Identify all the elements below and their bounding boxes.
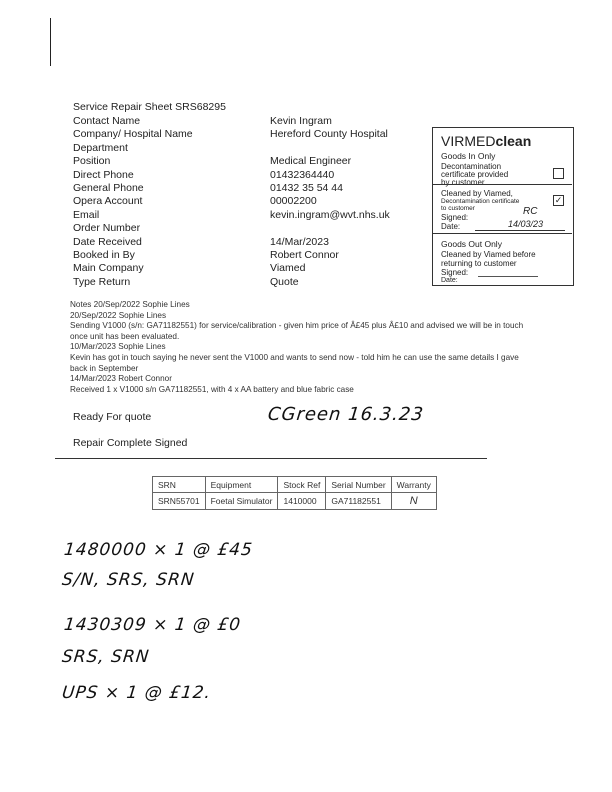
field-label: Direct Phone [73, 168, 134, 181]
signed-label-out: Signed: [441, 268, 469, 277]
header-stock-ref: Stock Ref [278, 477, 326, 493]
stamp-brand: VIRMED [441, 133, 496, 149]
table-header [153, 477, 437, 493]
signed-out-line [478, 276, 538, 277]
field-value: 14/Mar/2023 [270, 235, 329, 248]
handwritten-line-4: SRS, SRN [60, 647, 151, 667]
field-label: Date Received [73, 235, 142, 248]
note-line: Kevin has got in touch saying he never sent the V1000 and wants to send now - told him he can use the same details I gave [70, 353, 519, 362]
scan-mark [50, 18, 51, 66]
field-value: kevin.ingram@wvt.nhs.uk [270, 208, 390, 221]
header-equipment: Equipment [205, 477, 278, 493]
cell-srn: SRN55701 [153, 493, 206, 510]
cleaned-line-1: Cleaned by Viamed, [441, 189, 513, 198]
sheet-title: Service Repair Sheet SRS68295 [73, 101, 226, 113]
decon-line-1: Decontamination [441, 162, 502, 171]
field-label: Position [73, 155, 111, 168]
field-value: Medical Engineer [270, 155, 352, 168]
header-srn: SRN [153, 477, 206, 493]
cleaned-checkbox: ✓ [554, 195, 563, 205]
field-label: Opera Account [73, 195, 143, 208]
goods-in-heading: Goods In Only [441, 151, 496, 161]
note-line: once unit has been evaluated. [70, 331, 180, 341]
field-label: Order Number [73, 222, 141, 235]
header-warranty: Warranty [391, 477, 436, 493]
note-line: Received 1 x V1000 s/n GA71182551, with 4 x AA battery and blue fabric case [70, 384, 354, 394]
table-row [153, 493, 437, 510]
field-label: General Phone [73, 182, 144, 194]
cell-equipment: Foetal Simulator [205, 493, 278, 510]
cell-serial: GA71182551 [326, 493, 391, 510]
date-value: 14/03/23 [508, 219, 544, 229]
cleaned-line-2: Decontamination certificate [441, 198, 520, 205]
date-label-out: Date: [441, 277, 458, 284]
field-value: Robert Connor [270, 249, 339, 261]
cleaned-out-line-2: returning to customer [441, 259, 517, 268]
handwritten-line-1: 1480000 × 1 @ £45 [62, 540, 254, 560]
field-value: Hereford County Hospital [270, 128, 388, 141]
note-line: Notes 20/Sep/2022 Sophie Lines [70, 300, 190, 309]
field-value: Viamed [270, 262, 306, 275]
date-label: Date: [441, 222, 461, 231]
header-serial: Serial Number [326, 477, 391, 493]
handwritten-line-5: UPS × 1 @ £12. [60, 683, 213, 703]
decon-checkbox [553, 168, 564, 179]
handwritten-line-3: 1430309 × 1 @ £0 [62, 615, 243, 635]
decon-line-3: by customer [441, 178, 485, 187]
field-value: 01432 35 54 44 [270, 182, 343, 194]
field-label: Type Return [73, 275, 131, 288]
field-value: Quote [270, 275, 299, 288]
stamp-brand-bold: clean [495, 133, 532, 149]
equipment-table [152, 476, 437, 510]
cleaned-out-line-1: Cleaned by Viamed before [441, 250, 536, 259]
signed-initials: RC [523, 206, 538, 217]
cleaned-line-3: to customer [441, 205, 475, 212]
note-line: 14/Mar/2023 Robert Connor [70, 374, 172, 384]
cell-stock-ref: 1410000 [278, 493, 326, 510]
field-value: 00002200 [270, 195, 317, 208]
field-label: Contact Name [73, 115, 141, 127]
cleaned-section [433, 184, 572, 234]
field-value: Kevin Ingram [270, 115, 332, 127]
note-line: Sending V1000 (s/n: GA71182551) for service/calibration - given him price of Â£45 plus Â£10 and advised we will be in touch [70, 321, 524, 331]
field-value: 01432364440 [270, 168, 335, 181]
repair-label: Repair Complete Signed [73, 437, 188, 449]
note-line: 10/Mar/2023 Sophie Lines [70, 342, 166, 352]
divider [55, 458, 487, 459]
field-label: Main Company [73, 262, 144, 275]
note-line: 20/Sep/2022 Sophie Lines [70, 310, 167, 320]
field-label: Booked in By [73, 249, 135, 261]
signed-label: Signed: [441, 213, 469, 222]
field-label: Company/ Hospital Name [73, 128, 193, 141]
field-label: Department [73, 141, 128, 154]
date-line [475, 230, 565, 231]
note-line: back in September [70, 363, 139, 373]
field-label: Email [73, 208, 100, 221]
decon-line-2: certificate provided [441, 170, 509, 179]
ready-signature: CGreen 16.3.23 [266, 404, 426, 425]
cell-warranty: N [391, 493, 436, 510]
ready-label: Ready For quote [73, 411, 152, 423]
virmedclean-stamp [432, 127, 574, 286]
handwritten-line-2: S/N, SRS, SRN [60, 570, 196, 590]
goods-out-heading: Goods Out Only [441, 239, 502, 249]
